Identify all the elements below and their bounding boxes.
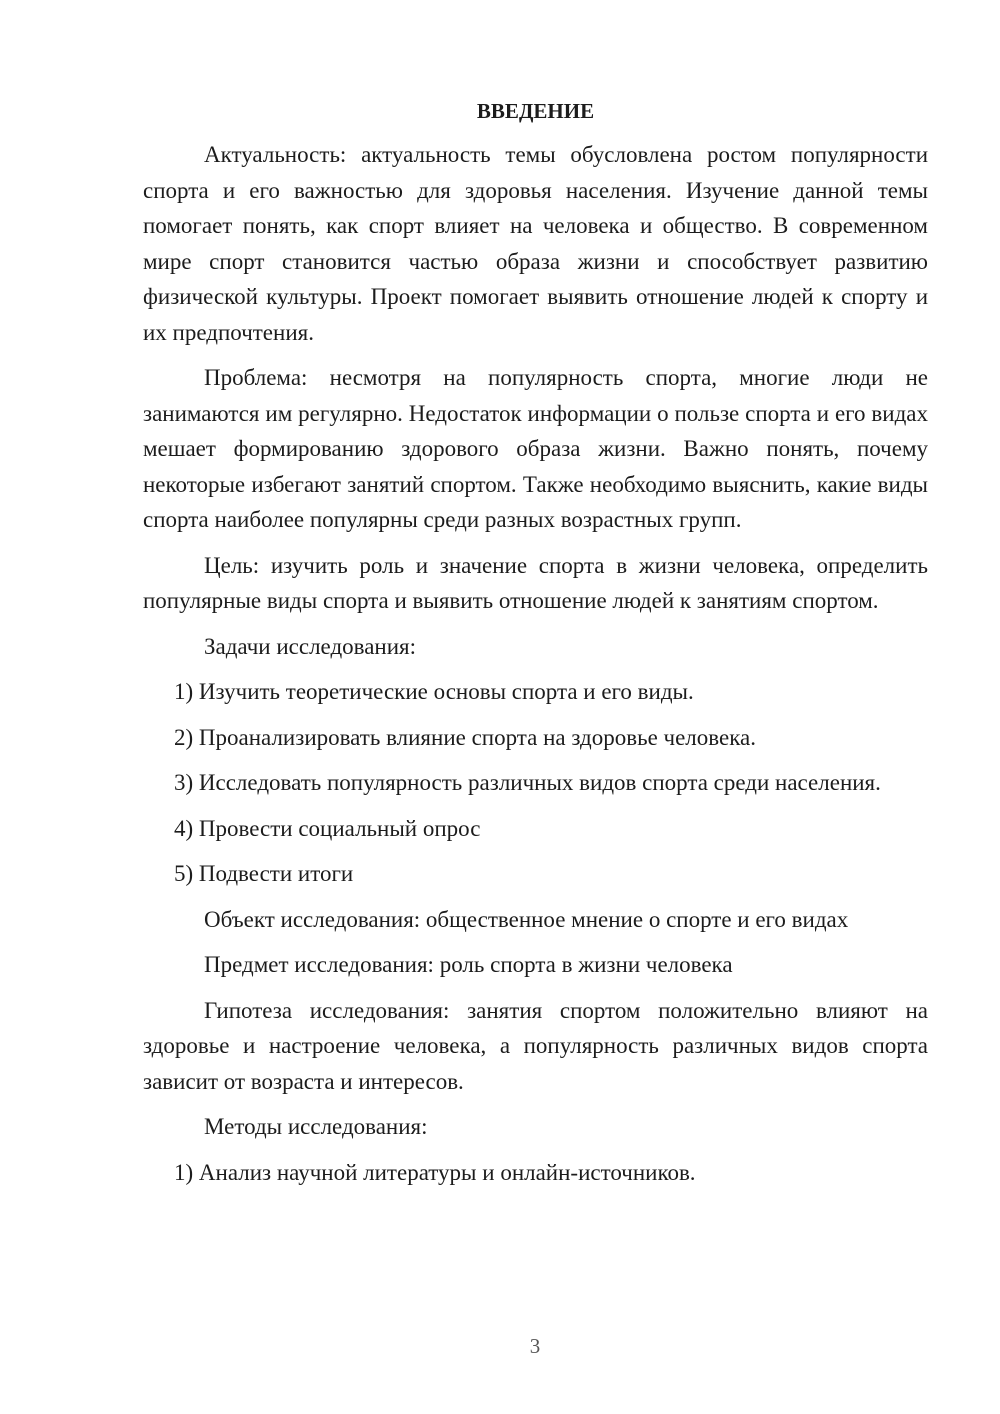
tasks-heading: Задачи исследования:: [204, 633, 417, 659]
research-subject: Предмет исследования: роль спорта в жизни человека: [204, 952, 733, 977]
task-item-1: 1) Изучить теоретические основы спорта и его виды.: [174, 679, 694, 704]
paragraph-relevance: Актуальность: актуальность темы обусловлена ростом популярности спорта и его важностью для здоровья населения. Изучение данной темы помогает понять, как спорт влияет на человека и общество. В современном мире спорт становится частью образа жизни и способствует развитию физической культуры. Проект помогает выявить отношение людей к спорту и их предпочтения.: [143, 142, 928, 345]
methods-heading: Методы исследования:: [204, 1114, 428, 1139]
task-item-2: 2) Проанализировать влияние спорта на здоровье человека.: [174, 724, 757, 750]
section-title: ВВЕДЕНИЕ: [476, 99, 595, 123]
paragraph-goal: Цель: изучить роль и значение спорта в жизни человека, определить популярные виды спорта и выявить отношение людей к занятиям спортом.: [143, 552, 928, 613]
page-content: [143, 93, 928, 1200]
paragraph-problem: Проблема: несмотря на популярность спорта, многие люди не занимаются им регулярно. Недостаток информации о пользе спорта и его видах мешает формированию здорового образа жизни. Важно понять, почему некоторые избегают занятий спортом. Также необходимо выяснить, какие виды спорта наиболее популярны среди разных возрастных групп.: [143, 365, 928, 532]
page-number: 3: [529, 1334, 541, 1358]
method-item-1: 1) Анализ научной литературы и онлайн-источников.: [174, 1159, 696, 1185]
research-object: Объект исследования: общественное мнение о спорте и его видах: [204, 906, 849, 932]
task-item-4: 4) Провести социальный опрос: [174, 815, 481, 841]
research-hypothesis: Гипотеза исследования: занятия спортом положительно влияют на здоровье и настроение человека, а популярность различных видов спорта зависит от возраста и интересов.: [143, 997, 928, 1094]
task-item-3: 3) Исследовать популярность различных видов спорта среди населения.: [174, 770, 881, 795]
task-item-5: 5) Подвести итоги: [174, 861, 354, 886]
